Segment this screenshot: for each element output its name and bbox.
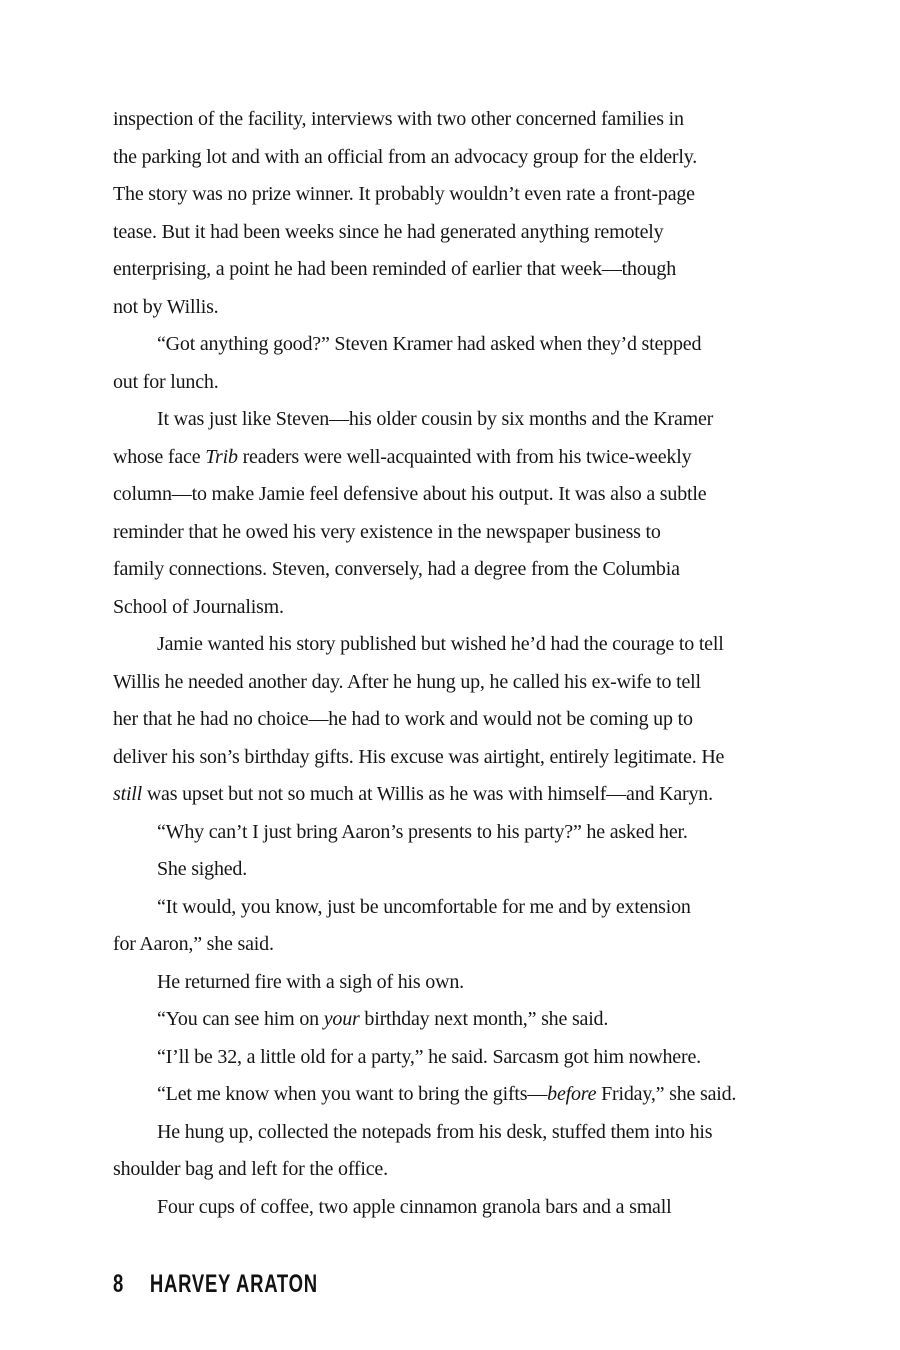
page-number: 8 (113, 1270, 125, 1298)
text-segment: “Got anything good?” Steven Kramer had asked when they’d stepped (157, 333, 702, 355)
text-line (113, 776, 793, 814)
text-line (113, 214, 793, 252)
text-segment: tease. But it had been weeks since he had generated anything remotely (113, 220, 664, 243)
text-line (113, 364, 793, 402)
text-segment: He hung up, collected the notepads from his desk, stuffed them into his (157, 1120, 713, 1143)
text-segment: She sighed. (157, 858, 248, 880)
text-line (113, 626, 793, 664)
text-line (113, 1189, 793, 1227)
text-segment: out for lunch. (113, 370, 219, 393)
text-segment: whose face (113, 445, 206, 468)
text-segment: the parking lot and with an official from an advocacy group for the elderly. (113, 145, 698, 168)
text-line (113, 289, 793, 327)
text-segment: birthday next month,” she said. (359, 1008, 609, 1030)
text-line (113, 139, 793, 177)
text-segment: “Let me know when you want to bring the gifts— (157, 1083, 548, 1105)
text-segment: inspection of the facility, interviews with two other concerned families in (113, 108, 684, 130)
italic-text-segment: before (547, 1083, 597, 1105)
text-line (113, 401, 793, 439)
text-segment: “Why can’t I just bring Aaron’s presents to his party?” he asked her. (157, 820, 688, 843)
text-segment: Friday,” she said. (596, 1083, 737, 1105)
text-line (113, 1114, 793, 1152)
text-segment: deliver his son’s birthday gifts. His excuse was airtight, entirely legitimate. He (113, 745, 725, 768)
text-line (113, 251, 793, 289)
text-line (113, 326, 793, 364)
text-line (113, 964, 793, 1002)
text-segment: He returned fire with a sigh of his own. (157, 970, 464, 993)
text-line (113, 101, 793, 139)
text-line (113, 814, 793, 852)
text-line (113, 1151, 793, 1189)
text-line (113, 439, 793, 477)
text-segment: family connections. Steven, conversely, had a degree from the Columbia (113, 558, 680, 580)
text-line (113, 551, 793, 589)
text-segment: Jamie wanted his story published but wished he’d had the courage to tell (157, 633, 724, 655)
body-text (113, 101, 793, 1226)
text-line (113, 1039, 793, 1077)
text-line (113, 1076, 793, 1114)
text-segment: “You can see him on (157, 1008, 324, 1030)
text-segment: School of Journalism. (113, 595, 284, 618)
text-segment: her that he had no choice—he had to work and would not be coming up to (113, 708, 693, 730)
text-line (113, 926, 793, 964)
text-segment: for Aaron,” she said. (113, 933, 274, 955)
text-segment: readers were well-acquainted with from his twice-weekly (237, 445, 692, 468)
italic-text-segment: Trib (205, 445, 238, 468)
text-line (113, 589, 793, 627)
text-segment: shoulder bag and left for the office. (113, 1158, 388, 1180)
text-segment: Four cups of coffee, two apple cinnamon granola bars and a small (157, 1195, 672, 1218)
italic-text-segment: still (113, 783, 143, 805)
italic-text-segment: your (323, 1008, 360, 1030)
running-footer-author: HARVEY ARATON (149, 1270, 318, 1298)
text-segment: “I’ll be 32, a little old for a party,” he said. Sarcasm got him nowhere. (157, 1045, 701, 1068)
page-footer (113, 1270, 318, 1299)
text-segment: It was just like Steven—his older cousin by six months and the Kramer (157, 408, 714, 430)
text-segment: was upset but not so much at Willis as he was with himself—and Karyn. (142, 783, 713, 805)
text-line (113, 476, 793, 514)
text-line (113, 176, 793, 214)
text-segment: The story was no prize winner. It probably wouldn’t even rate a front-page (113, 183, 695, 205)
text-segment: column—to make Jamie feel defensive about his output. It was also a subtle (113, 483, 707, 505)
text-segment: “It would, you know, just be uncomfortable for me and by extension (157, 895, 691, 918)
text-line (113, 889, 793, 927)
text-line (113, 739, 793, 777)
text-line (113, 701, 793, 739)
text-line (113, 514, 793, 552)
text-line (113, 664, 793, 702)
text-segment: Willis he needed another day. After he hung up, he called his ex-wife to tell (113, 670, 701, 693)
text-line (113, 1001, 793, 1039)
text-segment: reminder that he owed his very existence in the newspaper business to (113, 520, 661, 543)
text-line (113, 851, 793, 889)
text-segment: enterprising, a point he had been reminded of earlier that week—though (113, 258, 677, 280)
text-segment: not by Willis. (113, 295, 219, 318)
